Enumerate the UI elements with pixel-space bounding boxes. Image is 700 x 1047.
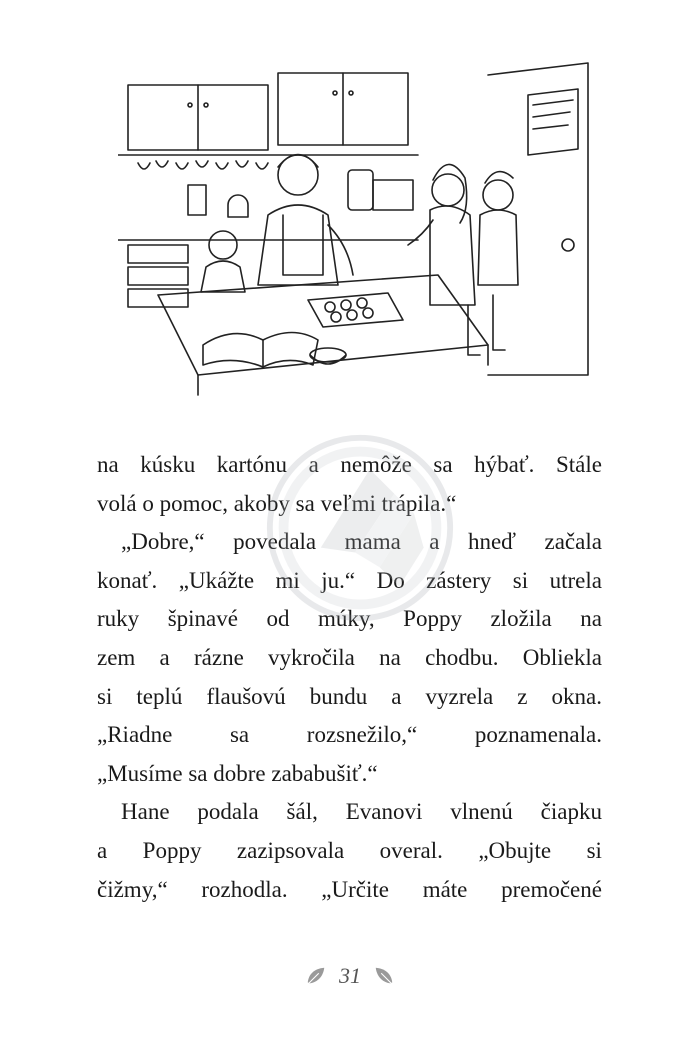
text-line xyxy=(97,793,602,832)
word: z xyxy=(517,683,528,709)
word: vyzrela xyxy=(425,683,494,709)
text-line xyxy=(97,600,602,639)
word: na xyxy=(97,452,119,477)
word: šál, xyxy=(286,799,318,825)
word: sa xyxy=(229,722,250,748)
word: Obliekla xyxy=(522,644,602,670)
word: rozhodla. xyxy=(201,876,288,902)
word: teplú xyxy=(136,683,183,709)
text-line xyxy=(97,446,602,485)
word: si xyxy=(512,567,529,593)
word: a xyxy=(97,837,108,863)
word: kartónu xyxy=(216,452,288,477)
word: zástery xyxy=(426,567,492,593)
leaf-ornament-right-icon xyxy=(373,965,395,987)
word: ju.“ xyxy=(321,567,356,593)
word: vlnenú xyxy=(450,799,513,825)
word: čižmy,“ xyxy=(97,876,168,902)
word: vykročila xyxy=(268,644,355,670)
word: Hane xyxy=(121,799,170,825)
word: povedala xyxy=(233,529,317,555)
word: múky, xyxy=(317,606,375,632)
word: chodbu. xyxy=(425,644,499,670)
word: nemôže xyxy=(340,452,412,477)
word: sa xyxy=(433,452,453,477)
kitchen-scene-illustration xyxy=(118,55,596,400)
word: „Dobre,“ xyxy=(121,529,205,555)
word: bundu xyxy=(309,683,368,709)
word: kúsku xyxy=(140,452,196,477)
word: si xyxy=(97,683,113,709)
word: a xyxy=(429,529,440,555)
word: podala xyxy=(197,799,259,825)
text-line xyxy=(97,832,602,871)
word: špinavé xyxy=(167,606,238,632)
word: zložila xyxy=(490,606,552,632)
word: „Riadne xyxy=(97,722,173,748)
text-line xyxy=(97,716,602,755)
word: overal. xyxy=(379,837,443,863)
word: začala xyxy=(544,529,602,555)
word: a xyxy=(391,683,402,709)
word: „Ukážte xyxy=(178,567,255,593)
word: rázne xyxy=(194,644,244,670)
text-line xyxy=(97,523,602,562)
word: zem xyxy=(97,644,136,670)
word: mama xyxy=(344,529,401,555)
word: Poppy xyxy=(403,606,462,632)
kitchen-illustration xyxy=(118,55,596,400)
word: Do xyxy=(376,567,405,593)
page-footer xyxy=(0,958,700,994)
word: na xyxy=(580,606,602,632)
text-line xyxy=(97,871,602,910)
word: od xyxy=(266,606,290,632)
text-line xyxy=(97,562,602,601)
word: hýbať. xyxy=(474,452,535,477)
word: ruky xyxy=(97,606,140,632)
text-line: volá o pomoc, akoby sa veľmi trápila.“ xyxy=(97,490,457,516)
word: Stále xyxy=(555,452,602,477)
word: „Určite xyxy=(321,876,389,902)
word: utrela xyxy=(549,567,602,593)
word: a xyxy=(308,452,319,477)
word: okna. xyxy=(551,683,602,709)
word: poznamenala. xyxy=(474,722,602,748)
word: rozsnežilo,“ xyxy=(306,722,418,748)
body-text xyxy=(97,446,602,909)
text-line xyxy=(97,639,602,678)
word: premočené xyxy=(501,876,602,902)
word: čiapku xyxy=(540,799,602,825)
word: flaušovú xyxy=(206,683,286,709)
page-number: 31 xyxy=(339,963,361,988)
word: Evanovi xyxy=(345,799,423,825)
leaf-ornament-left-icon xyxy=(305,965,327,987)
text-line xyxy=(97,678,602,717)
word: hneď xyxy=(467,529,517,555)
word: si xyxy=(586,837,602,863)
text-line: „Musíme sa dobre zababušiť.“ xyxy=(97,760,378,786)
word: mi xyxy=(275,567,300,593)
word: na xyxy=(379,644,401,670)
word: zazipsovala xyxy=(236,837,345,863)
word: máte xyxy=(422,876,468,902)
word: Poppy xyxy=(142,837,202,863)
word: konať. xyxy=(97,567,158,593)
word: a xyxy=(159,644,170,670)
word: „Obujte xyxy=(478,837,552,863)
